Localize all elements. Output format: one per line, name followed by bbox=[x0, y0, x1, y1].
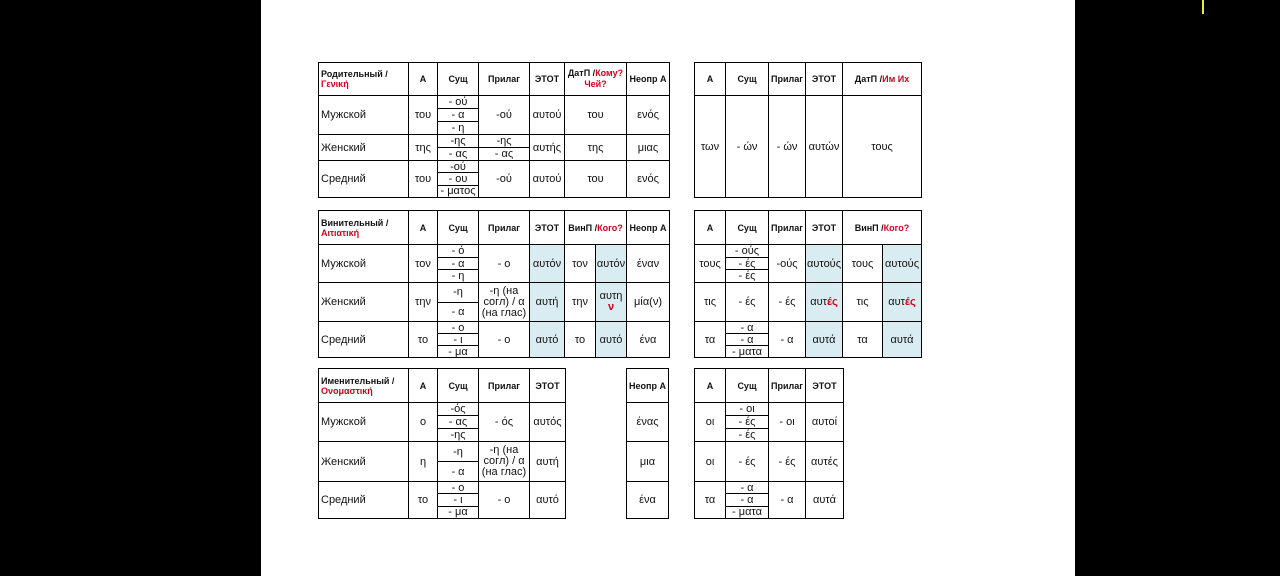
col-dative: ДатП /Кому? Чей? bbox=[565, 63, 627, 96]
nominative-indef-table: Неопр А ένας μια ένα bbox=[626, 368, 669, 519]
table-row: των - ών - ών αυτών τους bbox=[695, 96, 922, 198]
table-row: Мужской ο -ός - ας -ης - ός αυτός bbox=[319, 403, 566, 442]
table-row: Женский την -η - α -η (на согл) / α (на глас) αυτή την αυτη ν μία(ν) bbox=[319, 283, 670, 322]
genitive-plural-table: А Сущ Прилаг ЭТОТ ДатП /Им Их των - ών - ών αυτών τους bbox=[694, 62, 922, 198]
nominative-singular-table: Именительный / Ονομαστική А Сущ Прилаг ЭТОТ Мужской ο -ός - ας -ης - ός αυτός Женский η -η - α -η (на согл) / α (на глас) αυτή Средний το - ο - ι - μα - ο αυτό bbox=[318, 368, 566, 519]
noun-suffixes: -ης - ας bbox=[438, 135, 479, 161]
table-row: Женский της -ης - ας -ης - ας αυτής της μιας bbox=[319, 135, 670, 161]
corner-mark bbox=[1202, 0, 1204, 14]
col-this: ЭТОТ bbox=[530, 63, 565, 96]
table-row: τις - ές - ές αυτές τις αυτές bbox=[695, 283, 922, 322]
case-header: Родительный /Γενική bbox=[319, 63, 409, 96]
table-row: Средний το - ο - ι - μα - ο αυτό το αυτό ένα bbox=[319, 322, 670, 358]
col-adj: Прилаг bbox=[479, 63, 530, 96]
col-article: А bbox=[409, 63, 438, 96]
table-row: τα - α - α - ματα - α αυτά τα αυτά bbox=[695, 322, 922, 358]
col-indef: Неопр А bbox=[627, 63, 670, 96]
table-row: Средний το - ο - ι - μα - ο αυτό bbox=[319, 482, 566, 519]
nominative-plural-table: А Сущ Прилаг ЭТОТ οι - οι - ές - ές - οι αυτοί οι - ές - ές αυτές τα - α - α - ματα - α αυτά bbox=[694, 368, 844, 519]
col-accusative: ВинП /Кого? bbox=[565, 211, 627, 245]
table-row: Женский η -η - α -η (на согл) / α (на глас) αυτή bbox=[319, 442, 566, 482]
table-row: τους - ούς - ές - ές -ούς αυτούς τους αυτούς bbox=[695, 245, 922, 283]
case-header: Винительный / Αιτιατική bbox=[319, 211, 409, 245]
accusative-singular-table: Винительный / Αιτιατική А Сущ Прилаг ЭТОТ ВинП /Кого? Неопр А Мужской τον - ό - α - η - ο αυτόν τον αυτόν έναν Женский την -η - α -η (на согл) / α (на глас) αυτή την αυτη ν μία(ν) Средний το - ο - ι - μα - ο αυτό το αυτό ένα bbox=[318, 210, 670, 358]
accusative-plural-table: А Сущ Прилаг ЭТОТ ВинП /Кого? τους - ούς - ές - ές -ούς αυτούς τους αυτούς τις - ές - ές αυτές τις αυτές τα - α - α - ματα - α αυτά τα αυτά bbox=[694, 210, 922, 358]
table-row: οι - ές - ές αυτές bbox=[695, 442, 844, 482]
table-row: Мужской του - ού - α - η -ού αυτού του ενός bbox=[319, 96, 670, 135]
table-row: Средний του -ού - ου - ματος -ού αυτού του ενός bbox=[319, 161, 670, 198]
grammar-sheet bbox=[261, 0, 1075, 576]
adj-suffixes: -ης - ας bbox=[479, 135, 530, 161]
col-noun: Сущ bbox=[438, 63, 479, 96]
col-dative: ДатП /Им Их bbox=[843, 63, 922, 96]
table-row: Мужской τον - ό - α - η - ο αυτόν τον αυτόν έναν bbox=[319, 245, 670, 283]
table-row: οι - οι - ές - ές - οι αυτοί bbox=[695, 403, 844, 442]
case-header: Именительный / Ονομαστική bbox=[319, 369, 409, 403]
noun-suffixes: - ού - α - η bbox=[438, 96, 479, 135]
table-row: τα - α - α - ματα - α αυτά bbox=[695, 482, 844, 519]
noun-suffixes: -ού - ου - ματος bbox=[438, 161, 479, 198]
genitive-singular-table bbox=[318, 62, 670, 198]
